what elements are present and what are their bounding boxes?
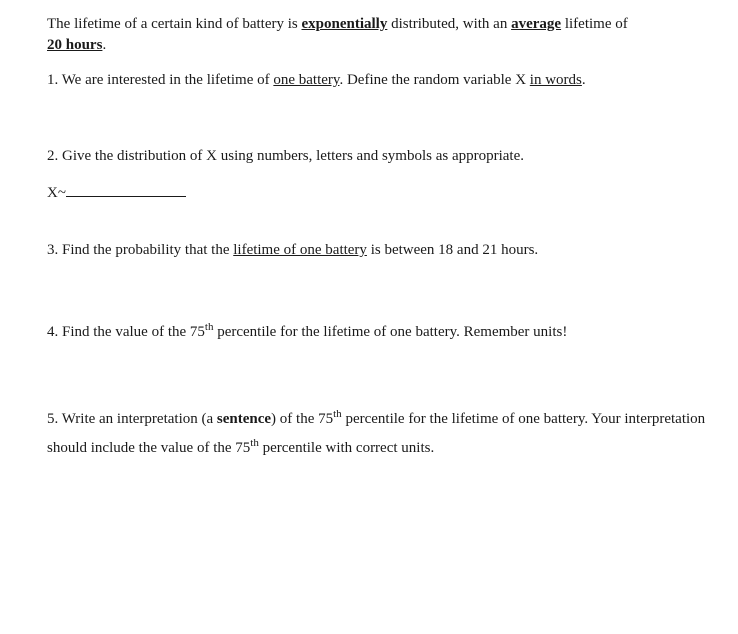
q1-text-2: . Define the random variable X [339,72,530,88]
q1-text-1: 1. We are interested in the lifetime of [47,72,274,88]
q5-text-3: percentile for the lifetime of one battery. Your interpretation should include the value of the 75 [47,411,706,456]
answer-blank-row [47,183,707,204]
q3-text-2: is between 18 and 21 hours. [366,242,539,258]
q1-one-battery: one battery [273,72,340,88]
intro-paragraph [47,14,707,56]
q4-superscript: th [204,321,214,333]
intro-20-hours: 20 hours [47,37,103,53]
q5-text-2: ) of the 75 [271,411,334,427]
q2-text: 2. Give the distribution of X using numbers, letters and symbols as appropriate. [47,148,525,164]
question-2 [47,146,707,167]
intro-text-2: distributed, with an [387,16,512,32]
question-5 [47,405,707,463]
q4-text-2: percentile for the lifetime of one battery. Remember units! [213,324,568,340]
q3-lifetime-of-one-battery: lifetime of one battery [233,242,367,258]
q5-text-1: 5. Write an interpretation (a [47,411,217,427]
intro-text-3: lifetime of [561,16,628,32]
q4-text-1: 4. Find the value of the 75 [47,324,205,340]
q5-superscript-2: th [250,437,259,449]
question-1 [47,70,707,91]
q5-text-4: percentile with correct units. [258,440,435,456]
q3-text-1: 3. Find the probability that the [47,242,234,258]
intro-text-4: . [102,37,107,53]
intro-average: average [511,16,562,32]
answer-blank-line [66,184,186,197]
q1-in-words: in words [529,72,582,88]
q5-sentence: sentence [216,411,272,427]
q5-superscript-1: th [333,408,342,420]
question-4 [47,322,707,343]
question-3 [47,240,707,261]
intro-exponentially: exponentially [301,16,388,32]
q1-text-3: . [581,72,586,88]
blank-prefix: X~ [47,185,66,201]
intro-text-1: The lifetime of a certain kind of battery is [47,16,302,32]
